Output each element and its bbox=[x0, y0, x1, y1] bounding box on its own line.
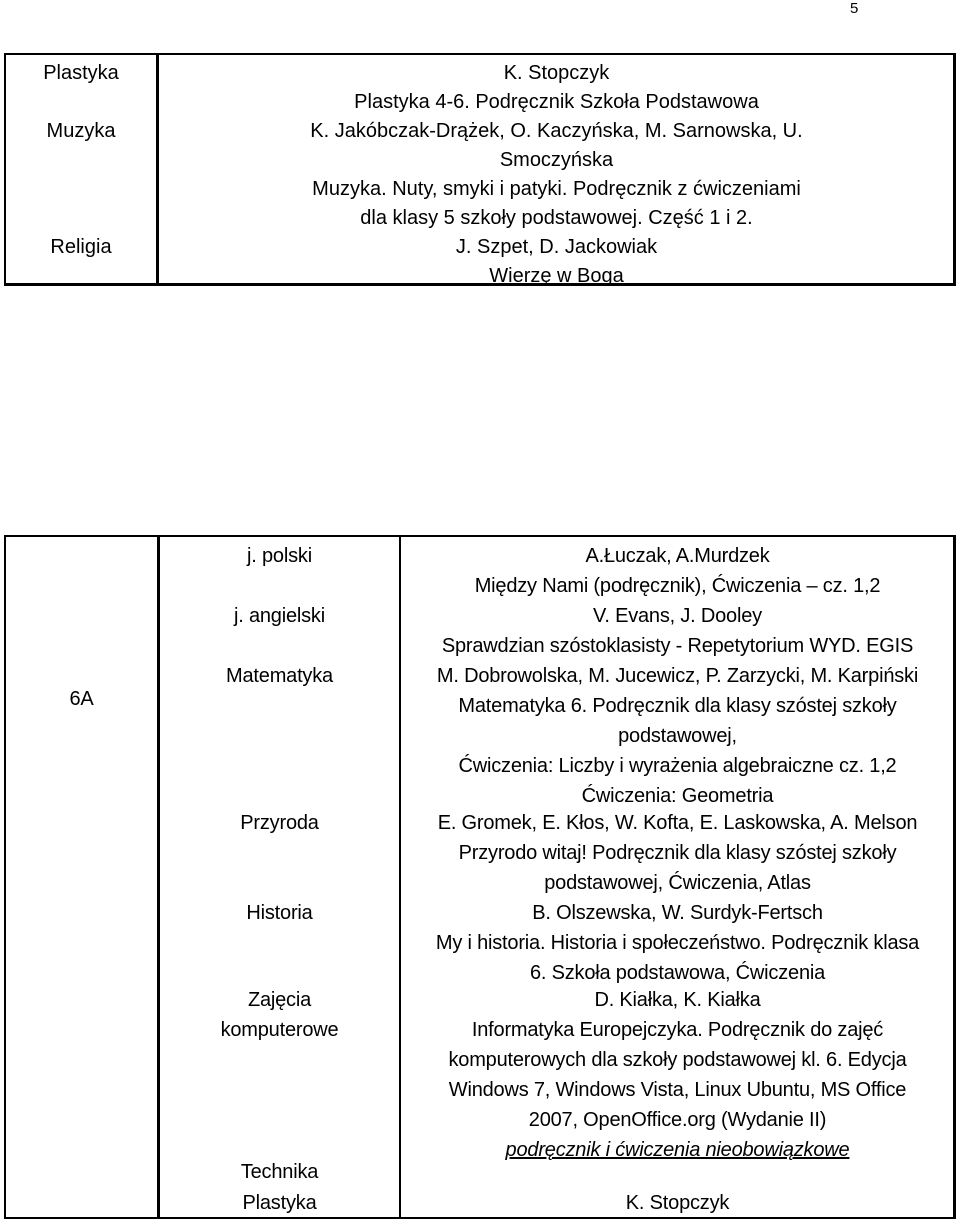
title-line: Plastyka 4-6. Podręcznik Szkoła Podstawowa bbox=[354, 91, 759, 113]
author-line: E. Gromek, E. Kłos, W. Kofta, E. Laskowska, A. Melson bbox=[437, 812, 918, 834]
title-line: Wierzę w Boga bbox=[489, 265, 624, 287]
textbook-entry bbox=[159, 59, 954, 117]
textbook-entry bbox=[401, 898, 954, 988]
column-divider bbox=[157, 537, 160, 1217]
subject-technika: Technika bbox=[240, 1161, 319, 1183]
title-line: Matematyka 6. Podręcznik dla klasy szóstej szkoły bbox=[458, 695, 897, 717]
class-label: 6A bbox=[69, 688, 94, 710]
title-line: podstawowej, bbox=[618, 725, 737, 747]
workbook-line: Ćwiczenia: Geometria bbox=[581, 785, 774, 807]
author-line: D. Kiałka, K. Kiałka bbox=[594, 989, 761, 1011]
textbook-entry bbox=[401, 1188, 954, 1218]
subject-matematyka: Matematyka bbox=[226, 665, 333, 687]
textbook-entry bbox=[401, 661, 954, 811]
subject-plastyka: Plastyka bbox=[43, 62, 119, 84]
title-line: Sprawdzian szóstoklasisty - Repetytorium WYD. EGIS bbox=[441, 635, 914, 657]
author-line: K. Jakóbczak-Drążek, O. Kaczyńska, M. Sarnowska, U. bbox=[310, 120, 803, 142]
optional-note: podręcznik i ćwiczenia nieobowiązkowe bbox=[505, 1139, 850, 1161]
title-line: dla klasy 5 szkoły podstawowej. Część 1 i 2. bbox=[360, 207, 753, 229]
author-line: K. Stopczyk bbox=[625, 1192, 730, 1214]
subject-zajecia-komputerowe bbox=[160, 985, 399, 1045]
textbook-entry bbox=[401, 541, 954, 601]
title-line: 2007, OpenOffice.org (Wydanie II) bbox=[528, 1109, 827, 1131]
author-line: V. Evans, J. Dooley bbox=[593, 605, 762, 627]
title-line: Między Nami (podręcznik), Ćwiczenia – cz. 1,2 bbox=[474, 575, 881, 597]
textbook-entry bbox=[401, 601, 954, 661]
textbook-entry bbox=[159, 117, 954, 233]
title-line: Przyrodo witaj! Podręcznik dla klasy szóstej szkoły bbox=[458, 842, 897, 864]
subject-historia: Historia bbox=[246, 902, 313, 924]
title-line: komputerowych dla szkoły podstawowej kl. 6. Edycja bbox=[448, 1049, 907, 1071]
author-line: Smoczyńska bbox=[499, 149, 614, 171]
title-line: Informatyka Europejczyka. Podręcznik do zajęć bbox=[471, 1019, 884, 1041]
title-line: Muzyka. Nuty, smyki i patyki. Podręcznik z ćwiczeniami bbox=[312, 178, 801, 200]
author-line: K. Stopczyk bbox=[503, 62, 610, 84]
textbook-entry bbox=[401, 985, 954, 1165]
author-line: M. Dobrowolska, M. Jucewicz, P. Zarzycki, M. Karpiński bbox=[436, 665, 919, 687]
textbook-entry bbox=[401, 808, 954, 898]
subject-j-polski: j. polski bbox=[247, 545, 312, 567]
subject-j-angielski: j. angielski bbox=[234, 605, 325, 627]
subject-line: komputerowe bbox=[220, 1019, 339, 1041]
subject-przyroda: Przyroda bbox=[240, 812, 319, 834]
textbook-table-top bbox=[4, 53, 956, 286]
author-line: J. Szpet, D. Jackowiak bbox=[455, 236, 658, 258]
author-line: A.Łuczak, A.Murdzek bbox=[585, 545, 770, 567]
author-line: B. Olszewska, W. Surdyk-Fertsch bbox=[532, 902, 823, 924]
subject-plastyka: Plastyka bbox=[242, 1192, 317, 1214]
textbook-table-6a bbox=[4, 535, 956, 1219]
title-line: Windows 7, Windows Vista, Linux Ubuntu, MS Office bbox=[448, 1079, 907, 1101]
page-number: 5 bbox=[850, 0, 859, 17]
subject-line: Zajęcia bbox=[247, 989, 312, 1011]
title-line: podstawowej, Ćwiczenia, Atlas bbox=[544, 872, 811, 894]
title-line: 6. Szkoła podstawowa, Ćwiczenia bbox=[529, 962, 826, 984]
textbook-entry bbox=[159, 233, 954, 291]
title-line: My i historia. Historia i społeczeństwo. Podręcznik klasa bbox=[435, 932, 920, 954]
subject-religia: Religia bbox=[50, 236, 112, 258]
workbook-line: Ćwiczenia: Liczby i wyrażenia algebraiczne cz. 1,2 bbox=[458, 755, 897, 777]
subject-muzyka: Muzyka bbox=[46, 120, 116, 142]
